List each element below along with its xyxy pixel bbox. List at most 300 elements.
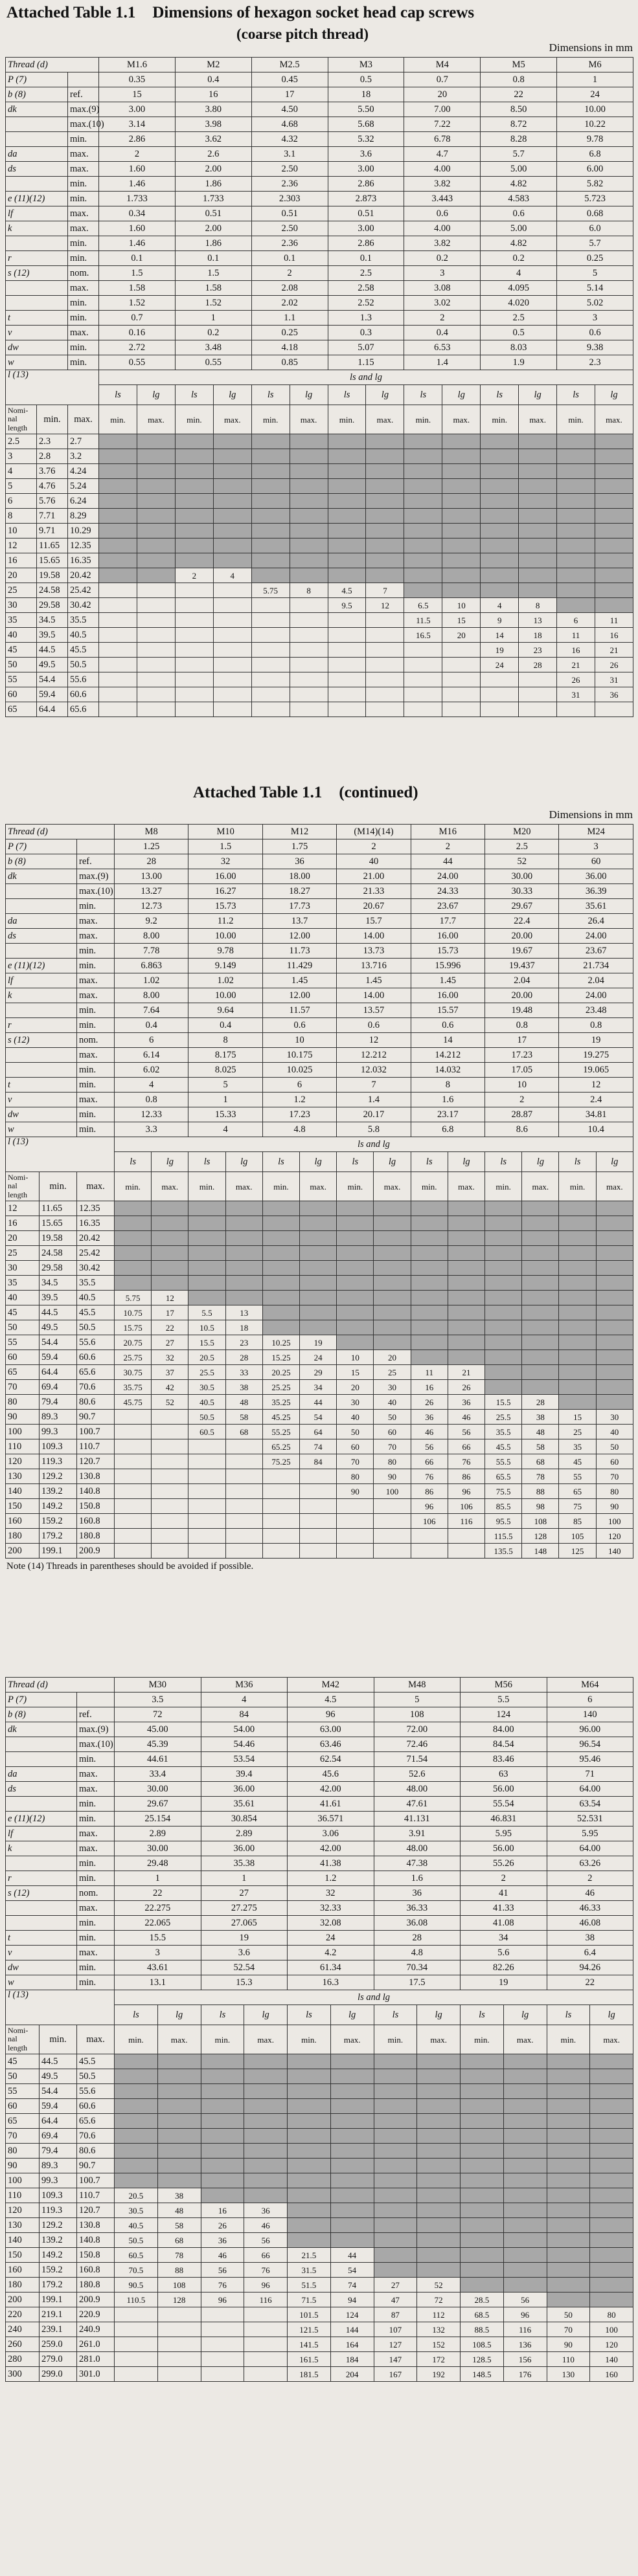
dimension-value: 63.00 [288, 1722, 374, 1737]
dimension-value: 36.08 [374, 1916, 461, 1931]
ls-lg-value [590, 2099, 633, 2114]
ls-lg-value [328, 553, 366, 568]
ls-lg-value [262, 1499, 299, 1514]
ls-lg-value [448, 1201, 484, 1216]
dimension-value: 36.00 [201, 1782, 288, 1797]
length-value: 160.8 [77, 2263, 115, 2278]
dimension-value: 2 [547, 1871, 633, 1886]
length-value: 40.5 [68, 628, 99, 643]
max-label: max. [366, 405, 404, 434]
dimension-value: 48.00 [374, 1782, 461, 1797]
length-subheader-row [6, 405, 633, 434]
ls-lg-value [411, 1529, 448, 1544]
min-label: min. [115, 1172, 152, 1201]
ls-lg-value [417, 2248, 461, 2263]
ls-lg-value [596, 1350, 633, 1365]
dimension-value: 3 [557, 311, 633, 326]
dimension-row [6, 162, 633, 177]
dimension-value: 70.34 [374, 1960, 461, 1975]
dimension-value: 35.61 [201, 1797, 288, 1812]
size-M20: M20 [485, 825, 559, 839]
ls-lg-value [448, 1335, 484, 1350]
length-value: 16.35 [68, 553, 99, 568]
dimension-row [6, 944, 633, 959]
dimension-value: 15.73 [188, 899, 262, 914]
ls-lg-value [596, 1380, 633, 1395]
ls-lg-value: 140 [596, 1544, 633, 1559]
dimension-value: 27.065 [201, 1916, 288, 1931]
ls-lg-value [596, 1335, 633, 1350]
length-value: 50 [6, 658, 37, 672]
ls-lg-value [503, 2233, 547, 2248]
ls-lg-value [300, 1231, 337, 1246]
dimension-value: 8.6 [485, 1122, 559, 1137]
dimension-value: 2.5 [328, 266, 404, 281]
dimension-value: 4 [115, 1078, 188, 1093]
row-symbol: r [6, 1871, 77, 1886]
dimension-value: 4.68 [251, 117, 328, 132]
dimension-value: 55.54 [461, 1797, 547, 1812]
ls-lg-value: 184 [330, 2352, 374, 2367]
length-value: 200 [6, 1544, 40, 1559]
ls-lg-value [404, 583, 442, 598]
ls-lg-value [461, 2069, 504, 2084]
length-row [6, 2278, 633, 2293]
length-value: 25 [6, 1246, 40, 1261]
dimension-row [6, 1856, 633, 1871]
ls-lg-value [300, 1305, 337, 1320]
ls-lg-value: 85 [559, 1514, 596, 1529]
ls-lg-value: 66 [411, 1454, 448, 1469]
ls-lg-value [411, 1246, 448, 1261]
row-symbol: v [6, 326, 68, 340]
ls-lg-value [481, 479, 519, 494]
ls-lg-value [547, 2069, 590, 2084]
ls-lg-value: 5.5 [188, 1305, 225, 1320]
dimension-value: 17 [251, 87, 328, 102]
ls-lg-value [328, 702, 366, 717]
dimension-value: 13.716 [337, 959, 411, 973]
ls-lg-value: 30.75 [115, 1365, 152, 1380]
row-qualifier: max. [68, 162, 99, 177]
ls-lg-value [442, 434, 481, 449]
length-value: 2.3 [37, 434, 68, 449]
dimension-value: 0.2 [404, 251, 481, 266]
ls-lg-value: 51.5 [288, 2278, 331, 2293]
ls-lg-value [115, 2159, 158, 2173]
dimension-value: 84.00 [461, 1722, 547, 1737]
length-value: 34.5 [40, 1276, 77, 1291]
dimension-value: 47.38 [374, 1856, 461, 1871]
ls-lg-value [485, 1380, 522, 1395]
dimension-row [6, 899, 633, 914]
row-symbol: s (12) [6, 266, 68, 281]
dimension-value: 95.46 [547, 1752, 633, 1767]
length-row [6, 628, 633, 643]
ls-lg-value [115, 1216, 152, 1231]
dimension-value: 0.5 [481, 326, 557, 340]
dimension-value: 56.00 [461, 1782, 547, 1797]
dimension-row [6, 1063, 633, 1078]
dimension-value: 84 [201, 1707, 288, 1722]
length-row [6, 583, 633, 598]
length-value: 301.0 [77, 2367, 115, 2382]
dimension-value: 1.6 [374, 1871, 461, 1886]
length-value: 20 [6, 1231, 40, 1246]
length-value: 2.7 [68, 434, 99, 449]
ls-lg-value [448, 1305, 484, 1320]
ls-label: ls [115, 2005, 158, 2025]
row-qualifier: max.(10) [77, 1737, 115, 1752]
ls-lg-value [590, 2248, 633, 2263]
dimension-value: 0.6 [481, 206, 557, 221]
ls-lg-value [262, 1305, 299, 1320]
row-symbol: r [6, 251, 68, 266]
ls-lg-value [374, 2114, 417, 2129]
table-header [5, 0, 638, 57]
ls-lg-value: 34 [300, 1380, 337, 1395]
dimension-value: 1.02 [188, 973, 262, 988]
dimension-value: 5.32 [328, 132, 404, 147]
ls-lg-value: 20.5 [188, 1350, 225, 1365]
ls-lg-value: 96 [201, 2293, 244, 2307]
length-value: 29.58 [37, 598, 68, 613]
ls-lg-value [503, 2173, 547, 2188]
row-symbol: k [6, 221, 68, 236]
length-row [6, 1261, 633, 1276]
ls-lg-value [485, 1335, 522, 1350]
row-qualifier: min. [77, 1960, 115, 1975]
dimension-value: 30.33 [485, 884, 559, 899]
dimension-value: 2.58 [328, 281, 404, 296]
row-symbol: e (11)(12) [6, 192, 68, 206]
ls-lg-value [137, 687, 175, 702]
ls-lg-value: 40 [374, 1395, 411, 1410]
ls-label: ls [201, 2005, 244, 2025]
ls-lg-value: 19 [300, 1335, 337, 1350]
row-symbol: s (12) [6, 1033, 77, 1048]
ls-lg-value [152, 1529, 188, 1544]
dimension-value: 29.67 [485, 899, 559, 914]
ls-lg-value [503, 2278, 547, 2293]
dimension-row [6, 1886, 633, 1901]
ls-lg-value [290, 628, 328, 643]
length-value: 281.0 [77, 2352, 115, 2367]
size-M64: M64 [547, 1678, 633, 1693]
ls-lg-value [442, 479, 481, 494]
size-M36: M36 [201, 1678, 288, 1693]
dimension-row [6, 132, 633, 147]
length-value: 110 [6, 1439, 40, 1454]
dimension-value: 6.14 [115, 1048, 188, 1063]
length-value: 20 [6, 568, 37, 583]
ls-lg-value [503, 2218, 547, 2233]
row-symbol: b (8) [6, 854, 77, 869]
ls-lg-value: 45.75 [115, 1395, 152, 1410]
dimension-row [6, 1078, 633, 1093]
ls-lg-value: 70 [547, 2322, 590, 2337]
ls-lg-value: 56 [448, 1425, 484, 1439]
row-symbol: t [6, 1078, 77, 1093]
dimension-value: 54.46 [201, 1737, 288, 1752]
ls-lg-header: ls and lg [115, 1137, 633, 1152]
ls-lg-value [485, 1320, 522, 1335]
ls-lg-value: 106 [411, 1514, 448, 1529]
dimension-value: 14.00 [337, 929, 411, 944]
ls-lg-value [175, 449, 213, 464]
dimension-value: 9.64 [188, 1003, 262, 1018]
dimension-value: 11.57 [262, 1003, 336, 1018]
dimension-row [6, 914, 633, 929]
ls-lg-value [442, 702, 481, 717]
max-label: max. [417, 2025, 461, 2054]
ls-lg-value [152, 1261, 188, 1276]
ls-lg-value: 21.5 [288, 2248, 331, 2263]
max-label: max. [519, 405, 557, 434]
dimension-row [6, 1871, 633, 1886]
dimension-value: 22.275 [115, 1901, 201, 1916]
ls-lg-value [366, 494, 404, 509]
length-row [6, 2144, 633, 2159]
length-value: 24.58 [40, 1246, 77, 1261]
row-qualifier: min. [77, 1063, 115, 1078]
ls-lg-value [201, 2099, 244, 2114]
max-label: max. [137, 405, 175, 434]
ls-lg-value [152, 1216, 188, 1231]
dimension-value: 5.00 [481, 221, 557, 236]
length-row [6, 553, 633, 568]
length-value: 180 [6, 1529, 40, 1544]
length-subheader-row [6, 1172, 633, 1201]
ls-lg-value [590, 2114, 633, 2129]
ls-lg-value [213, 687, 251, 702]
dimension-row [6, 1782, 633, 1797]
dimension-value: 20.67 [337, 899, 411, 914]
dimension-value: 33.4 [115, 1767, 201, 1782]
units-label: Dimensions in mm [549, 41, 633, 54]
min-label: min. [557, 405, 595, 434]
table-section-2 [5, 780, 638, 1575]
min-label: min. [404, 405, 442, 434]
length-value: 35.5 [68, 613, 99, 628]
length-value: 55.6 [77, 2084, 115, 2099]
dimension-value: 17.05 [485, 1063, 559, 1078]
row-qualifier: min. [68, 236, 99, 251]
ls-lg-value: 48 [522, 1425, 559, 1439]
length-value: 179.2 [40, 2278, 77, 2293]
length-value: 160 [6, 1514, 40, 1529]
ls-lg-value [522, 1201, 559, 1216]
size-M1.6: M1.6 [99, 58, 176, 72]
dimension-value: 41.61 [288, 1797, 374, 1812]
dimension-row [6, 177, 633, 192]
ls-lg-value [152, 1454, 188, 1469]
ls-lg-value [374, 1499, 411, 1514]
ls-lg-value [115, 1231, 152, 1246]
row-symbol [6, 899, 77, 914]
dimension-value: 12.212 [337, 1048, 411, 1063]
dimension-value: 2.4 [559, 1093, 633, 1107]
ls-lg-value [547, 2293, 590, 2307]
dimension-value: 6.0 [557, 221, 633, 236]
ls-lg-value: 26 [557, 672, 595, 687]
row-qualifier: max. [77, 1048, 115, 1063]
ls-lg-value: 94 [330, 2293, 374, 2307]
ls-lg-value [213, 628, 251, 643]
dimension-value: 27.275 [201, 1901, 288, 1916]
ls-lg-value: 66 [244, 2248, 288, 2263]
row-qualifier: min. [77, 1975, 115, 1990]
dimension-value: 7 [337, 1078, 411, 1093]
length-row [6, 1454, 633, 1469]
table-title [6, 4, 474, 22]
ls-lg-value: 86 [411, 1484, 448, 1499]
ls-lg-value [519, 702, 557, 717]
ls-lg-value [337, 1305, 374, 1320]
dimension-value: 39.4 [201, 1767, 288, 1782]
ls-lg-value [213, 613, 251, 628]
dimension-row [6, 1767, 633, 1782]
dimension-value: 45.00 [115, 1722, 201, 1737]
ls-lg-value [461, 2159, 504, 2173]
ls-lg-value [366, 449, 404, 464]
ls-lg-value [115, 2114, 158, 2129]
ls-lg-value [374, 2159, 417, 2173]
ls-lg-value: 16 [201, 2203, 244, 2218]
dimension-value: 20.00 [485, 929, 559, 944]
ls-lg-value [288, 2054, 331, 2069]
ls-lg-value: 10 [337, 1350, 374, 1365]
length-row [6, 702, 633, 717]
dimension-value: 17.23 [485, 1048, 559, 1063]
ls-lg-value [328, 449, 366, 464]
ls-lg-value: 44 [300, 1395, 337, 1410]
dimension-value: 45.39 [115, 1737, 201, 1752]
ls-lg-value: 20.75 [115, 1335, 152, 1350]
ls-lg-value: 26 [448, 1380, 484, 1395]
dimension-value: 29.48 [115, 1856, 201, 1871]
length-row [6, 2263, 633, 2278]
dimension-value: 108 [374, 1707, 461, 1722]
dimension-value: 84.54 [461, 1737, 547, 1752]
dimension-value: 96.54 [547, 1737, 633, 1752]
row-symbol: w [6, 355, 68, 370]
ls-lg-value: 90 [596, 1499, 633, 1514]
ls-lg-value [547, 2114, 590, 2129]
length-value: 12.35 [77, 1201, 115, 1216]
ls-lg-value: 33 [225, 1365, 262, 1380]
ls-lg-value [115, 1499, 152, 1514]
ls-lg-value: 20.5 [115, 2188, 158, 2203]
row-qualifier: max.(10) [68, 117, 99, 132]
lg-label: lg [519, 385, 557, 405]
ls-lg-value [404, 509, 442, 524]
ls-lg-value [461, 2084, 504, 2099]
dimension-value: 34.81 [559, 1107, 633, 1122]
ls-lg-value [330, 2159, 374, 2173]
row-symbol [6, 1856, 77, 1871]
ls-lg-value [137, 628, 175, 643]
ls-lg-value [175, 539, 213, 553]
ls-lg-value [559, 1350, 596, 1365]
dimension-value: 21.33 [337, 884, 411, 899]
ls-lg-value [590, 2129, 633, 2144]
ls-lg-value: 21 [595, 643, 633, 658]
ls-lg-value [404, 672, 442, 687]
ls-lg-value [503, 2263, 547, 2278]
ls-lg-value [201, 2129, 244, 2144]
ls-lg-value [175, 658, 213, 672]
ls-lg-value: 66 [448, 1439, 484, 1454]
row-qualifier: min. [68, 192, 99, 206]
length-row [6, 2188, 633, 2203]
ls-lg-value [188, 1246, 225, 1261]
ls-lg-value: 68 [157, 2233, 201, 2248]
ls-lg-value [596, 1365, 633, 1380]
ls-lg-value: 90.5 [115, 2278, 158, 2293]
length-value: 79.4 [40, 2144, 77, 2159]
length-row [6, 1425, 633, 1439]
ls-lg-value: 38 [522, 1410, 559, 1425]
ls-lg-value [251, 687, 290, 702]
dimension-value: 63 [461, 1767, 547, 1782]
max-label: max. [595, 405, 633, 434]
dimension-value: 30.854 [201, 1812, 288, 1827]
ls-lg-value: 5.75 [251, 583, 290, 598]
ls-lg-value [115, 1529, 152, 1544]
ls-lg-value [374, 2069, 417, 2084]
ls-lg-value [374, 2099, 417, 2114]
dimension-value: 2.00 [175, 162, 251, 177]
ls-lg-value [448, 1246, 484, 1261]
dimension-value: 24 [288, 1931, 374, 1946]
dimension-value: 52.531 [547, 1812, 633, 1827]
ls-lg-value [300, 1469, 337, 1484]
ls-lg-value: 80 [374, 1454, 411, 1469]
length-value: 239.1 [40, 2322, 77, 2337]
ls-lg-value [152, 1544, 188, 1559]
ls-lg-value [522, 1320, 559, 1335]
ls-lg-value [225, 1529, 262, 1544]
length-value: 70 [6, 1380, 40, 1395]
ls-lg-value [557, 479, 595, 494]
ls-lg-value [175, 494, 213, 509]
ls-lg-value [337, 1320, 374, 1335]
ls-lg-value: 128 [157, 2293, 201, 2307]
dimension-value: 6.8 [557, 147, 633, 162]
dimension-value: 8.28 [481, 132, 557, 147]
dimension-value: 0.68 [557, 206, 633, 221]
length-row [6, 2352, 633, 2367]
max-label: max. [157, 2025, 201, 2054]
ls-lg-value [157, 2367, 201, 2382]
dimension-value: 2 [411, 839, 484, 854]
dimension-value: 71 [547, 1767, 633, 1782]
thread-label: Thread (d) [6, 1678, 115, 1693]
ls-lg-value: 28 [519, 658, 557, 672]
ls-lg-value: 46 [201, 2248, 244, 2263]
ls-lg-value [461, 2233, 504, 2248]
ls-lg-value [442, 539, 481, 553]
ls-lg-value [461, 2054, 504, 2069]
ls-lg-value [481, 672, 519, 687]
ls-lg-value [288, 2233, 331, 2248]
length-value: 180.8 [77, 1529, 115, 1544]
min-label: min. [559, 1172, 596, 1201]
length-value: 90.7 [77, 2159, 115, 2173]
dimension-value: 2.6 [175, 147, 251, 162]
ls-lg-value [115, 2084, 158, 2099]
